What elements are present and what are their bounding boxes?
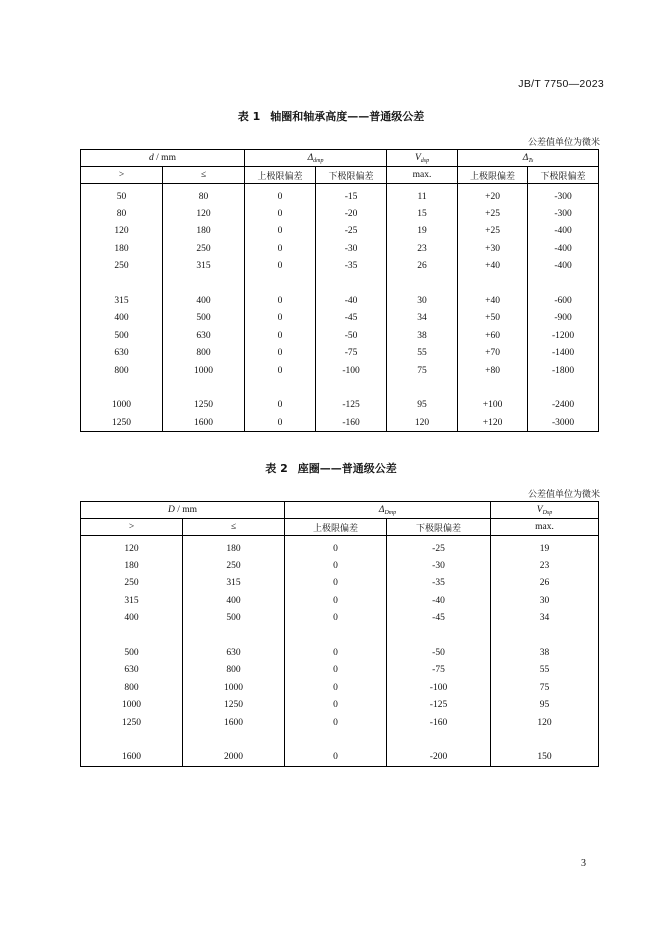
table2-head-delta-dmp: $\Delta_{Dmp}$ xyxy=(285,502,491,519)
table-cell: 400 xyxy=(81,610,183,627)
table-cell: 630 xyxy=(183,644,285,661)
table-cell: -400 xyxy=(528,258,599,275)
table-cell: -20 xyxy=(316,205,387,222)
table-cell: +50 xyxy=(458,310,528,327)
table-cell: -25 xyxy=(316,223,387,240)
table1-head-le: ≤ xyxy=(163,167,245,184)
table1-head-d: d / mm xyxy=(81,150,245,167)
table-cell: -100 xyxy=(316,362,387,379)
table-row xyxy=(81,292,599,309)
table-cell: +20 xyxy=(458,184,528,206)
table-cell: 0 xyxy=(245,327,316,344)
spacer-cell xyxy=(285,731,387,748)
table1 xyxy=(80,149,599,432)
table-cell: -1800 xyxy=(528,362,599,379)
table2-head-d: D / mm xyxy=(81,502,285,519)
spacer-cell xyxy=(81,627,183,644)
spacer-cell xyxy=(458,379,528,396)
table-cell: 0 xyxy=(245,414,316,432)
table-cell: 120 xyxy=(387,414,458,432)
table-cell: 800 xyxy=(81,679,183,696)
table1-number: 表 1 xyxy=(237,110,261,123)
spacer-cell xyxy=(387,275,458,292)
table1-head-lower: 下极限偏差 xyxy=(316,167,387,184)
table-row xyxy=(81,258,599,275)
table-cell: -40 xyxy=(316,292,387,309)
table-cell: 800 xyxy=(163,345,245,362)
table-cell: 800 xyxy=(183,662,285,679)
table1-head-delta-dmp: $\Delta_{dmp}$ xyxy=(245,150,387,167)
table-cell: 0 xyxy=(285,575,387,592)
table-cell: -35 xyxy=(316,258,387,275)
table-cell: -300 xyxy=(528,184,599,206)
table-cell: -400 xyxy=(528,223,599,240)
table-cell: 0 xyxy=(285,557,387,574)
table-cell: 400 xyxy=(81,310,163,327)
table-cell: 75 xyxy=(387,362,458,379)
table-cell: 315 xyxy=(81,292,163,309)
table-cell: 500 xyxy=(183,610,285,627)
table-cell: -160 xyxy=(387,714,491,731)
table-cell: 0 xyxy=(285,749,387,767)
table-cell: 55 xyxy=(491,662,599,679)
table-cell: 180 xyxy=(81,240,163,257)
table-cell: 75 xyxy=(491,679,599,696)
table-row xyxy=(81,345,599,362)
table-row xyxy=(81,223,599,240)
table-cell: 34 xyxy=(491,610,599,627)
table-cell: 150 xyxy=(491,749,599,767)
table1-unit-note: 公差值单位为微米 xyxy=(527,138,600,148)
spacer-cell xyxy=(81,731,183,748)
spacer-cell xyxy=(387,627,491,644)
table-cell: 180 xyxy=(163,223,245,240)
table-cell: 500 xyxy=(163,310,245,327)
table-cell: 19 xyxy=(491,536,599,558)
table1-head-vdsp: $V_{dsp}$ xyxy=(387,150,458,167)
table-cell: 1250 xyxy=(163,397,245,414)
spacer-cell xyxy=(163,379,245,396)
table-cell: 120 xyxy=(81,223,163,240)
table-cell: -50 xyxy=(316,327,387,344)
table-cell: +25 xyxy=(458,223,528,240)
table-cell: +30 xyxy=(458,240,528,257)
table-cell: 315 xyxy=(81,592,183,609)
table-cell: 630 xyxy=(81,662,183,679)
table2-head-lower: 下极限偏差 xyxy=(387,519,491,536)
table-cell: 15 xyxy=(387,205,458,222)
spacer-row xyxy=(81,379,599,396)
table-cell: 1000 xyxy=(183,679,285,696)
table-cell: 250 xyxy=(163,240,245,257)
table-cell: 120 xyxy=(163,205,245,222)
table-cell: 23 xyxy=(491,557,599,574)
table-cell: -200 xyxy=(387,749,491,767)
table-cell: -3000 xyxy=(528,414,599,432)
table-cell: -1200 xyxy=(528,327,599,344)
table-cell: 1000 xyxy=(81,697,183,714)
page-number: 3 xyxy=(581,858,586,869)
spacer-cell xyxy=(81,379,163,396)
spacer-cell xyxy=(387,379,458,396)
spacer-cell xyxy=(316,275,387,292)
table-cell: 180 xyxy=(183,536,285,558)
spacer-cell xyxy=(245,275,316,292)
table-cell: 315 xyxy=(183,575,285,592)
table-cell: -1400 xyxy=(528,345,599,362)
table1-header xyxy=(81,150,599,184)
table-cell: 23 xyxy=(387,240,458,257)
table-cell: 500 xyxy=(81,327,163,344)
spacer-cell xyxy=(81,275,163,292)
spacer-cell xyxy=(528,379,599,396)
standard-code: JB/T 7750—2023 xyxy=(518,78,604,90)
table-cell: 250 xyxy=(81,258,163,275)
table1-head-gt: > xyxy=(81,167,163,184)
table-cell: 400 xyxy=(183,592,285,609)
spacer-cell xyxy=(183,627,285,644)
table-cell: 0 xyxy=(285,714,387,731)
table1-head-upper-ts: 上极限偏差 xyxy=(458,167,528,184)
table-cell: 2000 xyxy=(183,749,285,767)
table-cell: -125 xyxy=(387,697,491,714)
table-cell: +40 xyxy=(458,292,528,309)
table1-title xyxy=(0,108,662,124)
table-cell: 95 xyxy=(491,697,599,714)
table-cell: 0 xyxy=(245,362,316,379)
spacer-row xyxy=(81,731,599,748)
table-cell: 0 xyxy=(245,205,316,222)
table-row xyxy=(81,575,599,592)
spacer-cell xyxy=(458,275,528,292)
table-row xyxy=(81,644,599,661)
table-cell: 55 xyxy=(387,345,458,362)
table-row xyxy=(81,679,599,696)
table-cell: 11 xyxy=(387,184,458,206)
table1-head-delta-ts: $\Delta_{Ts}$ xyxy=(458,150,599,167)
table-cell: -35 xyxy=(387,575,491,592)
table-cell: 315 xyxy=(163,258,245,275)
table-cell: -100 xyxy=(387,679,491,696)
table-cell: +80 xyxy=(458,362,528,379)
table-cell: 0 xyxy=(285,662,387,679)
table2-title xyxy=(0,460,662,476)
table-cell: 1600 xyxy=(163,414,245,432)
table-row xyxy=(81,240,599,257)
table-cell: -300 xyxy=(528,205,599,222)
table-cell: 0 xyxy=(285,644,387,661)
table-cell: 30 xyxy=(491,592,599,609)
table-cell: 0 xyxy=(245,345,316,362)
table-cell: 0 xyxy=(245,292,316,309)
table2-head-max: max. xyxy=(491,519,599,536)
table2-title-text: 座圈——普通级公差 xyxy=(297,462,397,475)
table-row xyxy=(81,557,599,574)
table-cell: 0 xyxy=(245,397,316,414)
table-cell: 26 xyxy=(491,575,599,592)
table-cell: -45 xyxy=(316,310,387,327)
table-row xyxy=(81,397,599,414)
table-row xyxy=(81,714,599,731)
table-row xyxy=(81,610,599,627)
spacer-cell xyxy=(491,627,599,644)
spacer-cell xyxy=(285,627,387,644)
table-row xyxy=(81,414,599,432)
table-cell: -75 xyxy=(387,662,491,679)
table-cell: 630 xyxy=(163,327,245,344)
table-cell: -160 xyxy=(316,414,387,432)
table-row xyxy=(81,205,599,222)
table-cell: -25 xyxy=(387,536,491,558)
table-cell: 0 xyxy=(285,610,387,627)
table1-title-text: 轴圈和轴承高度——普通级公差 xyxy=(270,110,425,123)
table2-body xyxy=(81,536,599,767)
table-cell: 1250 xyxy=(183,697,285,714)
table1-body xyxy=(81,184,599,432)
table-cell: 80 xyxy=(81,205,163,222)
table-cell: 400 xyxy=(163,292,245,309)
table-cell: 500 xyxy=(81,644,183,661)
table-row xyxy=(81,536,599,558)
table2-head-gt: > xyxy=(81,519,183,536)
table-cell: 1250 xyxy=(81,414,163,432)
table-cell: -75 xyxy=(316,345,387,362)
table-row xyxy=(81,697,599,714)
table-cell: 50 xyxy=(81,184,163,206)
table-cell: 180 xyxy=(81,557,183,574)
spacer-row xyxy=(81,275,599,292)
table-row xyxy=(81,184,599,206)
table-cell: -30 xyxy=(316,240,387,257)
table-cell: 0 xyxy=(245,310,316,327)
table2-head-le: ≤ xyxy=(183,519,285,536)
table-cell: 0 xyxy=(245,223,316,240)
table-cell: 0 xyxy=(245,184,316,206)
table-cell: 0 xyxy=(285,697,387,714)
table-cell: 250 xyxy=(81,575,183,592)
table-cell: 0 xyxy=(285,536,387,558)
table-cell: 1600 xyxy=(183,714,285,731)
table-cell: 250 xyxy=(183,557,285,574)
table-row xyxy=(81,592,599,609)
spacer-cell xyxy=(387,731,491,748)
table-cell: +70 xyxy=(458,345,528,362)
table-cell: 1000 xyxy=(163,362,245,379)
spacer-cell xyxy=(491,731,599,748)
table2-head-upper: 上极限偏差 xyxy=(285,519,387,536)
table-cell: 0 xyxy=(245,258,316,275)
table2-number: 表 2 xyxy=(265,462,288,475)
table-cell: 0 xyxy=(245,240,316,257)
table-cell: -900 xyxy=(528,310,599,327)
table1-head-lower-ts: 下极限偏差 xyxy=(528,167,599,184)
table-cell: +60 xyxy=(458,327,528,344)
table2-unit-note: 公差值单位为微米 xyxy=(527,490,600,500)
table2-head-vdsp: $V_{Dsp}$ xyxy=(491,502,599,519)
table-cell: 30 xyxy=(387,292,458,309)
spacer-cell xyxy=(528,275,599,292)
table-cell: -15 xyxy=(316,184,387,206)
spacer-cell xyxy=(183,731,285,748)
table-cell: -600 xyxy=(528,292,599,309)
table-cell: 26 xyxy=(387,258,458,275)
table-cell: +120 xyxy=(458,414,528,432)
table2-header xyxy=(81,502,599,536)
table-cell: 38 xyxy=(491,644,599,661)
table-cell: +40 xyxy=(458,258,528,275)
table-cell: 1600 xyxy=(81,749,183,767)
table-row xyxy=(81,662,599,679)
table2 xyxy=(80,501,599,767)
table-cell: 120 xyxy=(81,536,183,558)
table-cell: 80 xyxy=(163,184,245,206)
table-cell: +100 xyxy=(458,397,528,414)
table-cell: 120 xyxy=(491,714,599,731)
table-cell: 800 xyxy=(81,362,163,379)
table-row xyxy=(81,362,599,379)
table-cell: -2400 xyxy=(528,397,599,414)
table-cell: 95 xyxy=(387,397,458,414)
table-cell: 1000 xyxy=(81,397,163,414)
table-cell: -50 xyxy=(387,644,491,661)
table1-head-max: max. xyxy=(387,167,458,184)
table-cell: -45 xyxy=(387,610,491,627)
table-row xyxy=(81,327,599,344)
table-cell: 630 xyxy=(81,345,163,362)
table-cell: +25 xyxy=(458,205,528,222)
table-row xyxy=(81,749,599,767)
table1-head-upper: 上极限偏差 xyxy=(245,167,316,184)
table-row xyxy=(81,310,599,327)
table-cell: -40 xyxy=(387,592,491,609)
table-cell: -125 xyxy=(316,397,387,414)
table-cell: 0 xyxy=(285,679,387,696)
table-cell: 0 xyxy=(285,592,387,609)
spacer-cell xyxy=(163,275,245,292)
table-cell: -400 xyxy=(528,240,599,257)
spacer-cell xyxy=(245,379,316,396)
table-cell: -30 xyxy=(387,557,491,574)
table-cell: 19 xyxy=(387,223,458,240)
spacer-cell xyxy=(316,379,387,396)
spacer-row xyxy=(81,627,599,644)
table-cell: 34 xyxy=(387,310,458,327)
table-cell: 1250 xyxy=(81,714,183,731)
table-cell: 38 xyxy=(387,327,458,344)
